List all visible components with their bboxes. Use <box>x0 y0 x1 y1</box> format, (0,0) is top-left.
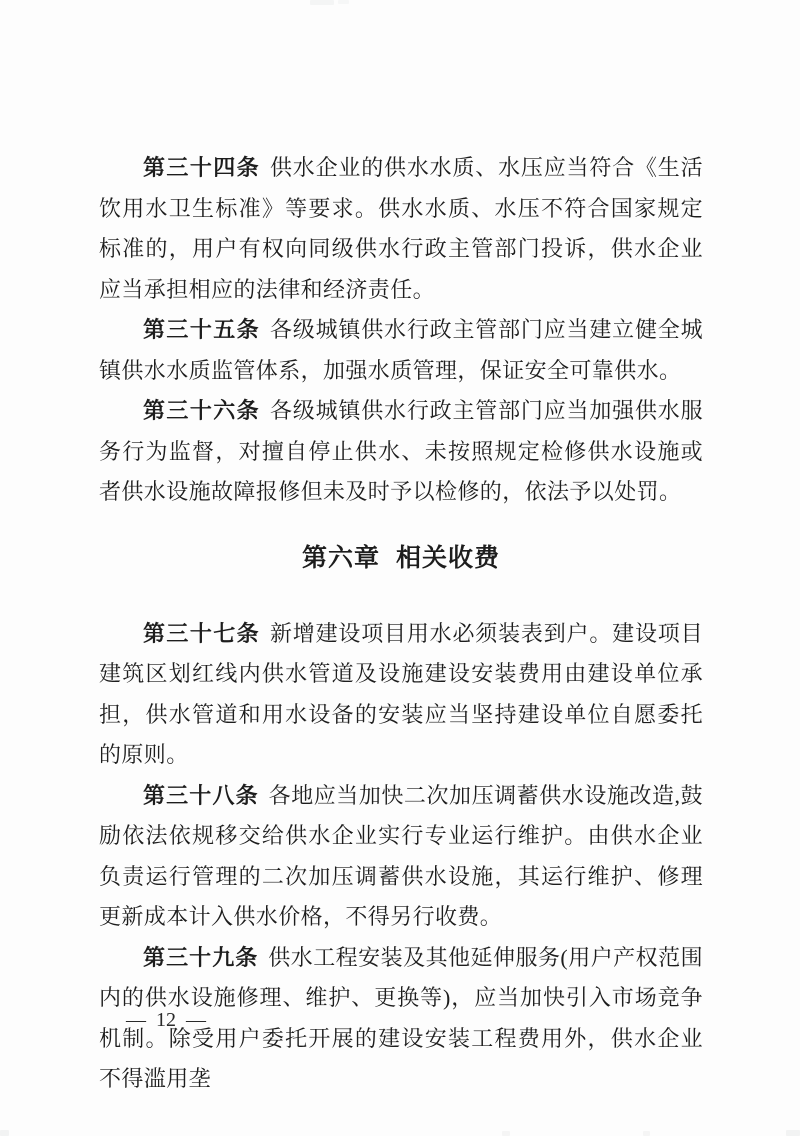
scan-artifact-top-2 <box>338 0 349 4</box>
article-39-number: 第三十九条 <box>143 944 259 970</box>
article-34-paragraph <box>99 148 703 310</box>
article-34-text: 供水企业的供水水质、水压应当符合《生活饮用水卫生标准》等要求。供水水质、水压不符合国家规定标准的，用户有权向同级供水行政主管部门投诉，供水企业应当承担相应的法律和经济责任。 <box>99 155 703 302</box>
article-39-text: 供水工程安装及其他延伸服务(用户产权范围内的供水设施修理、维护、更换等)，应当加快引入市场竞争机制。除受用户委托开展的建设安装工程费用外，供水企业不得滥用垄 <box>99 944 703 1091</box>
scan-artifact-bottom-4 <box>786 1130 800 1136</box>
article-34-number: 第三十四条 <box>143 155 261 180</box>
article-36-number: 第三十六条 <box>143 398 261 423</box>
scan-artifact-bottom-3 <box>643 1131 650 1136</box>
page-number: — 12 — <box>126 1009 206 1031</box>
article-37-number: 第三十七条 <box>143 620 261 646</box>
article-35-paragraph <box>99 310 703 391</box>
article-37-paragraph <box>99 614 703 776</box>
article-35-text: 各级城镇供水行政主管部门应当建立健全城镇供水水质监管体系，加强水质管理，保证安全可靠供水。 <box>99 317 703 383</box>
article-38-number: 第三十八条 <box>143 782 259 808</box>
chapter-heading: 第六章 相关收费 <box>302 543 500 572</box>
scan-artifact-bottom-1 <box>0 1130 9 1136</box>
article-36-paragraph <box>99 391 703 513</box>
article-38-text: 各地应当加快二次加压调蓄供水设施改造,鼓励依法依规移交给供水企业实行专业运行维护。由供水企业负责运行管理的二次加压调蓄供水设施，其运行维护、修理更新成本计入供水价格，不得另行收费。 <box>99 782 703 929</box>
scan-artifact-bottom-2 <box>502 1131 510 1136</box>
scan-artifact-top-1 <box>310 0 334 5</box>
article-35-number: 第三十五条 <box>143 317 261 342</box>
article-37-text: 新增建设项目用水必须装表到户。建设项目建筑区划红线内供水管道及设施建设安装费用由建设单位承担，供水管道和用水设备的安装应当坚持建设单位自愿委托的原则。 <box>99 620 703 767</box>
article-36-text: 各级城镇供水行政主管部门应当加强供水服务行为监督，对擅自停止供水、未按照规定检修供水设施或者供水设施故障报修但未及时予以检修的，依法予以处罚。 <box>99 398 703 504</box>
document-body <box>99 148 703 1100</box>
article-38-paragraph <box>99 776 703 938</box>
